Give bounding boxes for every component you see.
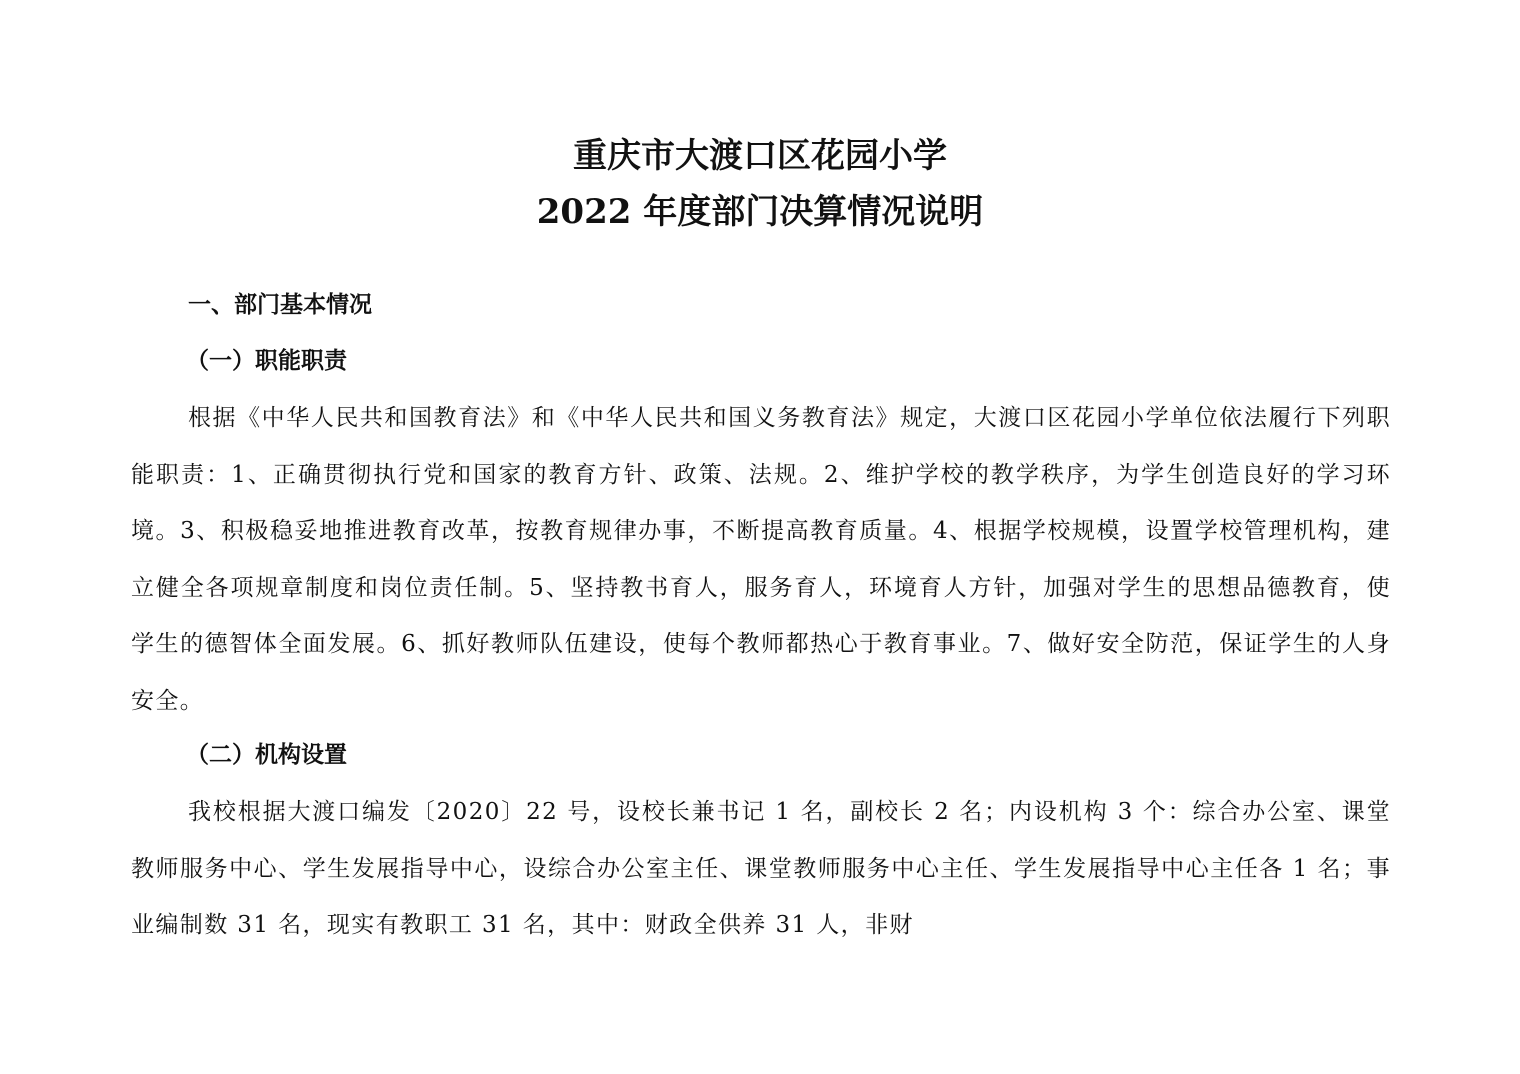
subsection-heading-functions: （一）职能职责 bbox=[186, 348, 347, 374]
section-heading-basic-info: 一、部门基本情况 bbox=[188, 292, 372, 318]
document-title-line-2: 2022 年度部门决算情况说明 bbox=[536, 192, 984, 232]
subsection-heading-organization: （二）机构设置 bbox=[186, 742, 347, 768]
paragraph-organization: 我校根据大渡口编发〔2020〕22 号，设校长兼书记 1 名，副校长 2 名；内设机构 3 个：综合办公室、课堂教师服务中心、学生发展指导中心，设综合办公室主任、课堂教师服务中心主任、学生发展指导中心主任各 1 名；事业编制数 31 名，现实有教职工 31 名，其中：财政全供养 31 人，非财 bbox=[131, 799, 1391, 938]
paragraph-functions: 根据《中华人民共和国教育法》和《中华人民共和国义务教育法》规定，大渡口区花园小学单位依法履行下列职能职责：1、正确贯彻执行党和国家的教育方针、政策、法规。2、维护学校的教学秩序，为学生创造良好的学习环境。3、积极稳妥地推进教育改革，按教育规律办事，不断提高教育质量。4、根据学校规模，设置学校管理机构，建立健全各项规章制度和岗位责任制。5、坚持教书育人，服务育人，环境育人方针，加强对学生的思想品德教育，使学生的德智体全面发展。6、抓好教师队伍建设，使每个教师都热心于教育事业。7、做好安全防范，保证学生的人身安全。 bbox=[131, 405, 1391, 714]
document-title-line-1: 重庆市大渡口区花园小学 bbox=[573, 136, 947, 176]
